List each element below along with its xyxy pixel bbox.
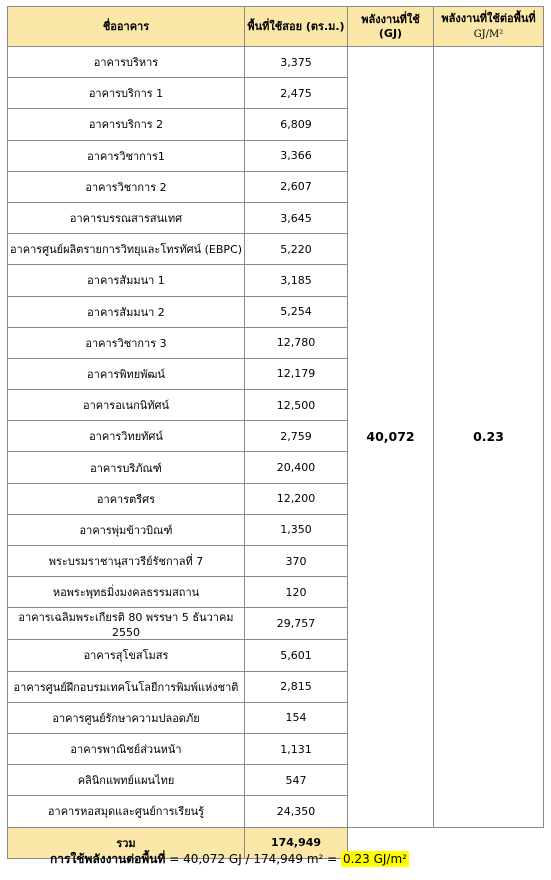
building-name-cell: อาคารบริการ 2 xyxy=(8,109,245,140)
building-name-cell: อาคารหอสมุดและศูนย์การเรียนรู้ xyxy=(8,796,245,827)
formula-label: การใช้พลังงานต่อพื้นที่ xyxy=(50,852,166,866)
building-name-cell: อาคารสัมมนา 1 xyxy=(8,265,245,296)
area-cell: 2,759 xyxy=(245,421,348,452)
building-name-cell: พระบรมราชานุสาวรีย์รัชกาลที่ 7 xyxy=(8,546,245,577)
building-name-cell: หอพระพุทธมิ่งมงคลธรรมสถาน xyxy=(8,577,245,608)
area-cell: 3,185 xyxy=(245,265,348,296)
area-cell: 2,475 xyxy=(245,78,348,109)
building-name-cell: อาคารพาณิชย์ส่วนหน้า xyxy=(8,733,245,764)
header-intensity-unit: GJ/M² xyxy=(473,28,504,40)
area-cell: 29,757 xyxy=(245,608,348,640)
building-name-cell: อาคารบริหาร xyxy=(8,47,245,78)
building-name-cell: อาคารสุโขสโมสร xyxy=(8,640,245,671)
building-name-cell: คลินิกแพทย์แผนไทย xyxy=(8,765,245,796)
header-intensity xyxy=(434,7,544,47)
header-energy: พลังงานที่ใช้ (GJ) xyxy=(348,7,434,47)
total-area: 174,949 xyxy=(245,827,348,858)
building-name-cell: อาคารพุ่มข้าวบิณฑ์ xyxy=(8,514,245,545)
building-name-cell: อาคารวิชาการ 2 xyxy=(8,171,245,202)
area-cell: 3,375 xyxy=(245,47,348,78)
area-cell: 3,366 xyxy=(245,140,348,171)
area-cell: 2,815 xyxy=(245,671,348,702)
area-cell: 24,350 xyxy=(245,796,348,827)
formula-expression: = 40,072 GJ / 174,949 m² = xyxy=(165,852,342,866)
header-building: ชื่ออาคาร xyxy=(8,7,245,47)
area-cell: 154 xyxy=(245,702,348,733)
building-name-cell: อาคารศูนย์ฝึกอบรมเทคโนโลยีการพิมพ์แห่งชาติ xyxy=(8,671,245,702)
header-intensity-label: พลังงานที่ใช้ต่อพื้นที่ xyxy=(441,11,536,25)
header-row xyxy=(8,7,544,47)
building-name-cell: อาคารวิชาการ 3 xyxy=(8,327,245,358)
area-cell: 12,200 xyxy=(245,483,348,514)
building-name-cell: อาคารศูนย์ผลิตรายการวิทยุและโทรทัศน์ (EBPC) xyxy=(8,234,245,265)
building-name-cell: อาคารบรรณสารสนเทศ xyxy=(8,202,245,233)
area-cell: 370 xyxy=(245,546,348,577)
table-body xyxy=(8,47,544,828)
area-cell: 5,220 xyxy=(245,234,348,265)
building-name-cell: อาคารเฉลิมพระเกียรติ 80 พรรษา 5 ธันวาคม 2550 xyxy=(8,608,245,640)
intensity-value-cell: 0.23 xyxy=(434,47,544,828)
area-cell: 3,645 xyxy=(245,202,348,233)
area-cell: 2,607 xyxy=(245,171,348,202)
table-row xyxy=(8,47,544,78)
area-cell: 120 xyxy=(245,577,348,608)
area-cell: 12,500 xyxy=(245,390,348,421)
building-name-cell: อาคารบริภัณฑ์ xyxy=(8,452,245,483)
area-cell: 6,809 xyxy=(245,109,348,140)
energy-total-cell: 40,072 xyxy=(348,47,434,828)
building-name-cell: อาคารวิชาการ1 xyxy=(8,140,245,171)
building-name-cell: อาคารตรีศร xyxy=(8,483,245,514)
area-cell: 12,179 xyxy=(245,358,348,389)
header-area: พื้นที่ใช้สอย (ตร.ม.) xyxy=(245,7,348,47)
formula-result: 0.23 GJ/m² xyxy=(343,852,407,866)
building-name-cell: อาคารอเนกนิทัศน์ xyxy=(8,390,245,421)
building-name-cell: อาคารบริการ 1 xyxy=(8,78,245,109)
building-name-cell: อาคารศูนย์รักษาความปลอดภัย xyxy=(8,702,245,733)
building-name-cell: อาคารวิทยทัศน์ xyxy=(8,421,245,452)
area-cell: 1,350 xyxy=(245,514,348,545)
area-cell: 547 xyxy=(245,765,348,796)
energy-table xyxy=(7,6,544,859)
area-cell: 20,400 xyxy=(245,452,348,483)
building-name-cell: อาคารสัมมนา 2 xyxy=(8,296,245,327)
total-label: รวม xyxy=(8,827,245,858)
area-cell: 5,601 xyxy=(245,640,348,671)
building-name-cell: อาคารพิทยพัฒน์ xyxy=(8,358,245,389)
area-cell: 1,131 xyxy=(245,733,348,764)
area-cell: 5,254 xyxy=(245,296,348,327)
area-cell: 12,780 xyxy=(245,327,348,358)
energy-intensity-formula xyxy=(50,850,409,869)
